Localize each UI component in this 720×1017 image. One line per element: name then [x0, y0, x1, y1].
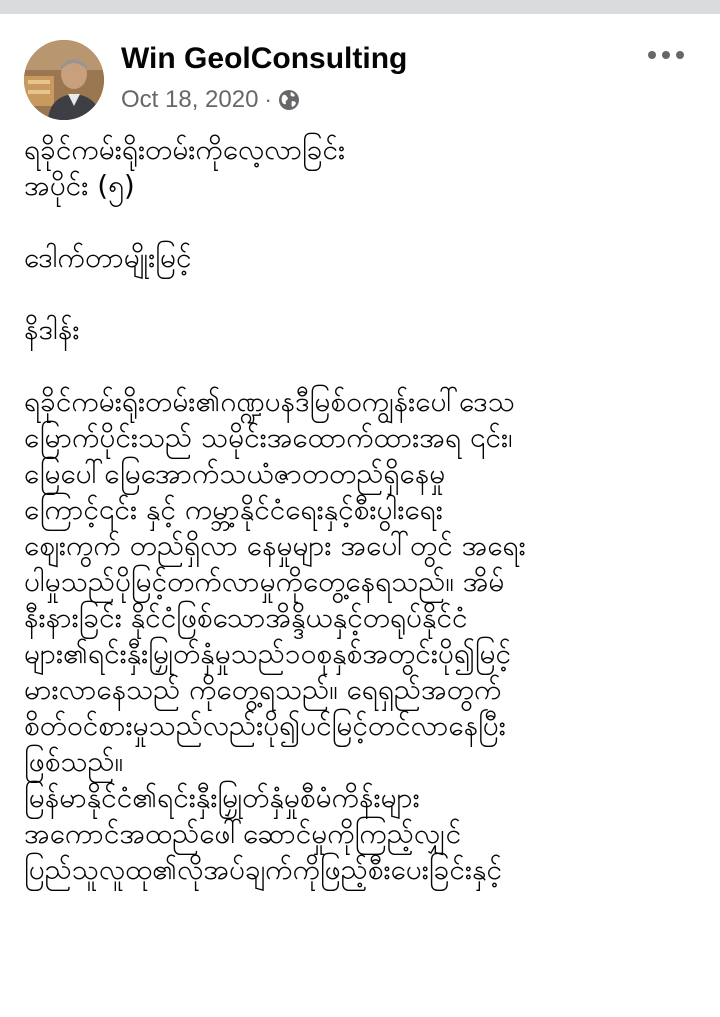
title-line-1: ရခိုင်ကမ်းရိုးတမ်းကိုလေ့လာခြင်း	[24, 133, 346, 166]
more-horizontal-icon-dot	[676, 51, 684, 59]
title-line-2: အပိုင်း (၅)	[24, 169, 135, 202]
paragraph-2: မြန်မာနိုင်ငံ၏ရင်းနှီးမြှုတ်နှံမှုစီမံကိန်းများ အကောင်အထည်ဖေါ်ဆောင်မှုကိုကြည့်လျှင် ပြည်သူလူထု၏လိုအပ်ချက်ကိုဖြည့်စီးပေးခြင်းနှင့်	[24, 781, 502, 886]
more-options-button[interactable]	[640, 42, 692, 68]
meta-separator: ·	[264, 87, 272, 112]
post-title	[24, 132, 704, 204]
author-name[interactable]: Win GeolConsulting	[121, 42, 408, 75]
more-horizontal-icon	[648, 51, 656, 59]
globe-icon	[278, 89, 300, 111]
profile-photo-icon	[24, 40, 104, 120]
more-horizontal-icon-dot	[662, 51, 670, 59]
post-body	[24, 132, 704, 888]
post-header	[0, 14, 720, 120]
post-date[interactable]: Oct 18, 2020	[121, 86, 259, 113]
avatar[interactable]	[24, 40, 104, 120]
top-divider	[0, 0, 720, 14]
article-author: ဒေါက်တာမျိုးမြင့်	[24, 241, 192, 274]
section-heading: နိဒါန်း	[24, 313, 80, 346]
post-meta	[121, 86, 300, 114]
paragraph-1: ရခိုင်ကမ်းရိုးတမ်း၏ဂဏ္ဍပနဒီမြစ်ဝကျွန်းပေါ်ဒေသ မြောက်ပိုင်းသည် သမိုင်းအထောက်ထားအရ ၎င်း၊ မြေပေါ်မြေအောက်သယံဇာတတည်ရှိနေမှု ကြောင့်၎င်း နှင့် ကမ္ဘာ့နိုင်ငံရေးနှင့်စီးပွါးရေး ဈေးကွက် တည်ရှိလာ နေမှုများ အပေါ်တွင် အရေး ပါမှုသည်ပိုမြင့်တက်လာမှုကိုတွေ့နေရသည်။ အိမ် နီးနားခြင်း နိုင်ငံဖြစ်သောအိန္ဒိယနှင့်တရုပ်နိုင်ငံ များ၏ရင်းနှီးမြှုတ်နှံမှုသည်၁၀စုနှစ်အတွင်းပို၍မြင့် မားလာနေသည် ကိုတွေ့ရသည်။ ရေရှည်အတွက် စိတ်ဝင်စားမှုသည်လည်းပို၍ပင်မြင့်တင်လာနေပြီး ဖြစ်သည်။	[24, 385, 526, 778]
